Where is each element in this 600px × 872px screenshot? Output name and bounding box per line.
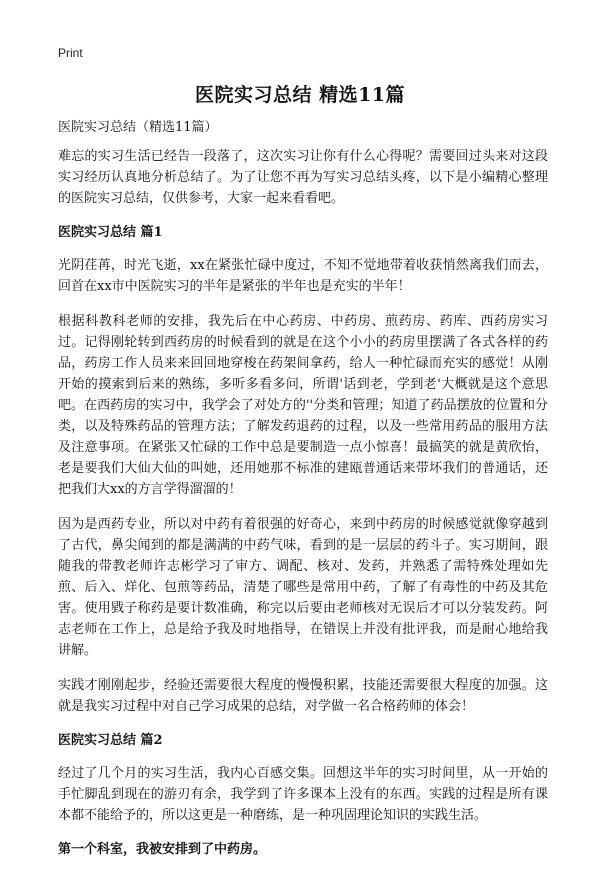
paragraph: 实践才刚刚起步，经验还需要很大程度的慢慢积累，技能还需要很大程度的加强。这就是我实习过程中对自己学习成果的总结，对学做一名合格药师的体会！ [58,678,548,714]
subsection-heading: 第一个科室，我被安排到了中药房。 [58,842,267,857]
document-body [58,118,548,872]
paragraph: 因为是西药专业，所以对中药有着很强的好奇心，来到中药房的时候感觉就像穿越到了古代，鼻尖闻到的都是满满的中药气味，看到的是一层层的药斗子。实习期间，跟随我的带教老师许志彬学习了审方、调配、核对、发药，并熟悉了需特殊处理如先煎、后入、烊化、包煎等药品，清楚了哪些是常用中药，了解了有毒性的中药及其危害。使用戥子称药是要计数准确，称完以后要由老师核对无误后才可以分装发药。阿志老师在工作上，总是给予我及时地指导，在错误上并没有批评我，而是耐心地给我讲解。 [58,517,548,658]
page-title: 医院实习总结 精选11篇 [194,84,406,106]
paragraph: 经过了几个月的实习生活，我内心百感交集。回想这半年的实习时间里，从一开始的手忙脚乱到现在的游刃有余，我学到了许多课本上没有的东西。实践的过程是所有课本都不能给予的，所以这更是一种磨练，是一种巩固理论知识的实践生活。 [58,766,548,823]
intro-paragraph: 难忘的实习生活已经告一段落了，这次实习让你有什么心得呢？需要回过头来对这段实习经历认真地分析总结了。为了让您不再为写实习总结头疼，以下是小编精心整理的医院实习总结，仅供参考，大家一起来看看吧。 [58,149,548,206]
section-heading-2: 医院实习总结 篇2 [58,733,163,748]
document-subtitle: 医院实习总结（精选11篇） [58,120,218,135]
paragraph: 根据科教科老师的安排，我先后在中心药房、中药房、煎药房、药库、西药房实习过。记得刚轮转到西药房的时候看到的就是在这个小小的药房里摆满了各式各样的药品，药房工作人员来来回回地穿梭在药架间拿药，给人一种忙碌而充实的感觉！从刚开始的摸索到后来的熟练，多听多看多问，所谓'话到老，学到老'大概就是这个意思吧。在西药房的实习中，我学会了对处方的''分类和管理；知道了药品摆放的位置和分类，以及特殊药品的管理方法；了解发药退药的过程，以及一些常用药品的服用方法及注意事项。在紧张又忙碌的工作中总是要制造一点小惊喜！最搞笑的就是黄欣怡，老是要我们大仙大仙的叫她，还用她那不标准的建瓯普通话来带坏我们的普通话，还把我们大xx的方言学得溜溜的！ [58,314,548,497]
paragraph: 光阴荏苒，时光飞逝，xx在紧张忙碌中度过，不知不觉地带着收获悄然离我们而去，回首在xx市中医院实习的半年是紧张的半年也是充实的半年！ [58,258,548,294]
print-label: Print [58,46,83,60]
section-heading-1: 医院实习总结 篇1 [58,225,163,240]
